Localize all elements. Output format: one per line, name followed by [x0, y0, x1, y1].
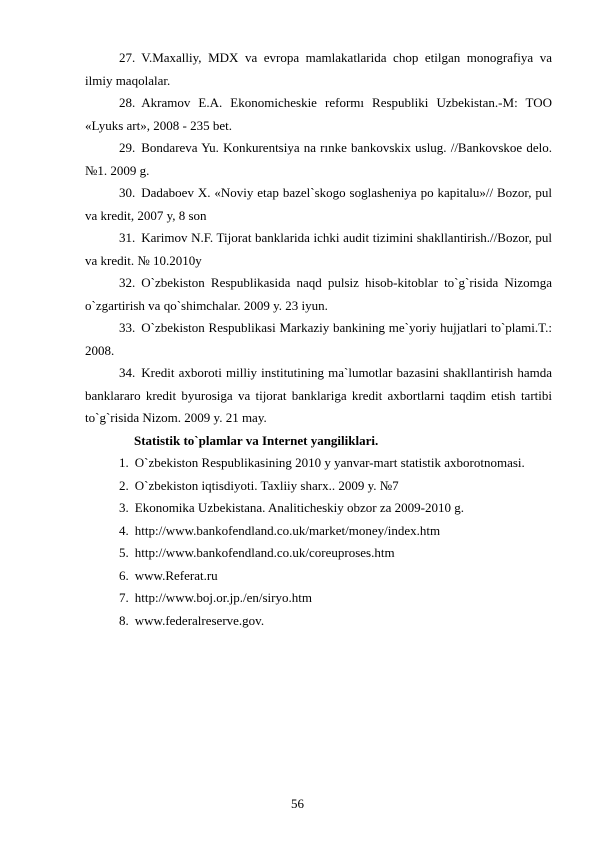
section-heading: Statistik to`plamlar va Internet yangiliklari.	[134, 432, 379, 448]
reference-text: Dadaboev X. «Noviy etap bazel`skogo soglasheniya po kapitalu»// Bozor, pul va kredit, 2007 y, 8 son	[85, 185, 552, 223]
source-link[interactable]: http://www.bankofendland.co.uk/market/money/index.htm	[134, 522, 441, 538]
source-item	[85, 587, 552, 610]
page-content	[85, 47, 552, 632]
reference-number: 33.	[119, 320, 136, 335]
source-number: 7.	[119, 590, 129, 605]
reference-item	[85, 182, 552, 227]
source-item	[85, 497, 552, 520]
reference-item	[85, 317, 552, 362]
page-number: 56	[291, 796, 304, 811]
source-text: O`zbekiston iqtisdiyoti. Taxliiy sharx.. 2009 y. №7	[134, 477, 399, 493]
source-text: O`zbekiston Respublikasining 2010 y yanvar-mart statistik axborotnomasi.	[134, 455, 525, 470]
reference-text: Kredit axboroti milliy institutining ma`lumotlar bazasini shakllantirish hamda banklararo kredit byurosiga va tijorat banklariga kredit axbortlarni taqdim etish tartibi to`g`risida Nizom. 2009 y. 21 may.	[85, 365, 552, 425]
source-number: 5.	[119, 545, 129, 560]
reference-text: Akramov E.A. Ekonomicheskie reformı Respubliki Uzbekistan.-M: TOO «Lyuks art», 2008 - 235 bet.	[85, 95, 552, 133]
reference-text: O`zbekiston Respublikasida naqd pulsiz hisob-kitoblar to`g`risida Nizomga o`zgartirish va qo`shimchalar. 2009 y. 23 iyun.	[85, 275, 552, 313]
source-item	[85, 475, 552, 498]
source-number: 3.	[119, 500, 129, 515]
source-item	[85, 542, 552, 565]
reference-number: 30.	[119, 185, 136, 200]
source-link[interactable]: www.federalreserve.gov.	[134, 612, 265, 628]
source-item	[85, 520, 552, 543]
source-item	[85, 565, 552, 588]
reference-text: O`zbekiston Respublikasi Markaziy bankining me`yoriy hujjatlari to`plami.T.: 2008.	[85, 320, 552, 358]
source-link[interactable]: www.Referat.ru	[134, 567, 218, 583]
source-link[interactable]: http://www.boj.or.jp./en/siryo.htm	[134, 590, 312, 605]
reference-number: 28.	[119, 95, 136, 110]
source-number: 2.	[119, 477, 129, 493]
source-number: 1.	[119, 455, 129, 470]
reference-item	[85, 92, 552, 137]
reference-text: Karimov N.F. Tijorat banklarida ichki audit tizimini shakllantirish.//Bozor, pul va kredit. № 10.2010y	[85, 230, 552, 268]
reference-text: V.Maxalliy, MDX va evropa mamlakatlarida chop etilgan monografiya va ilmiy maqolalar.	[85, 50, 552, 88]
reference-number: 29.	[119, 140, 136, 155]
reference-number: 31.	[119, 230, 136, 245]
reference-number: 27.	[119, 50, 136, 65]
source-item	[85, 452, 552, 475]
reference-item	[85, 137, 552, 182]
source-item	[85, 610, 552, 633]
reference-item	[85, 227, 552, 272]
source-link[interactable]: http://www.bankofendland.co.uk/coreuproses.htm	[134, 545, 395, 560]
reference-number: 34.	[119, 365, 136, 380]
source-number: 6.	[119, 567, 129, 583]
reference-number: 32.	[119, 275, 136, 290]
reference-item	[85, 362, 552, 430]
reference-item	[85, 47, 552, 92]
source-number: 8.	[119, 612, 129, 628]
reference-text: Bondareva Yu. Konkurentsiya na rınke bankovskix uslug. //Bankovskoe delo. №1. 2009 g.	[85, 140, 552, 178]
source-number: 4.	[119, 522, 129, 538]
reference-item	[85, 272, 552, 317]
source-text: Ekonomika Uzbekistana. Analiticheskiy obzor za 2009-2010 g.	[134, 500, 465, 515]
